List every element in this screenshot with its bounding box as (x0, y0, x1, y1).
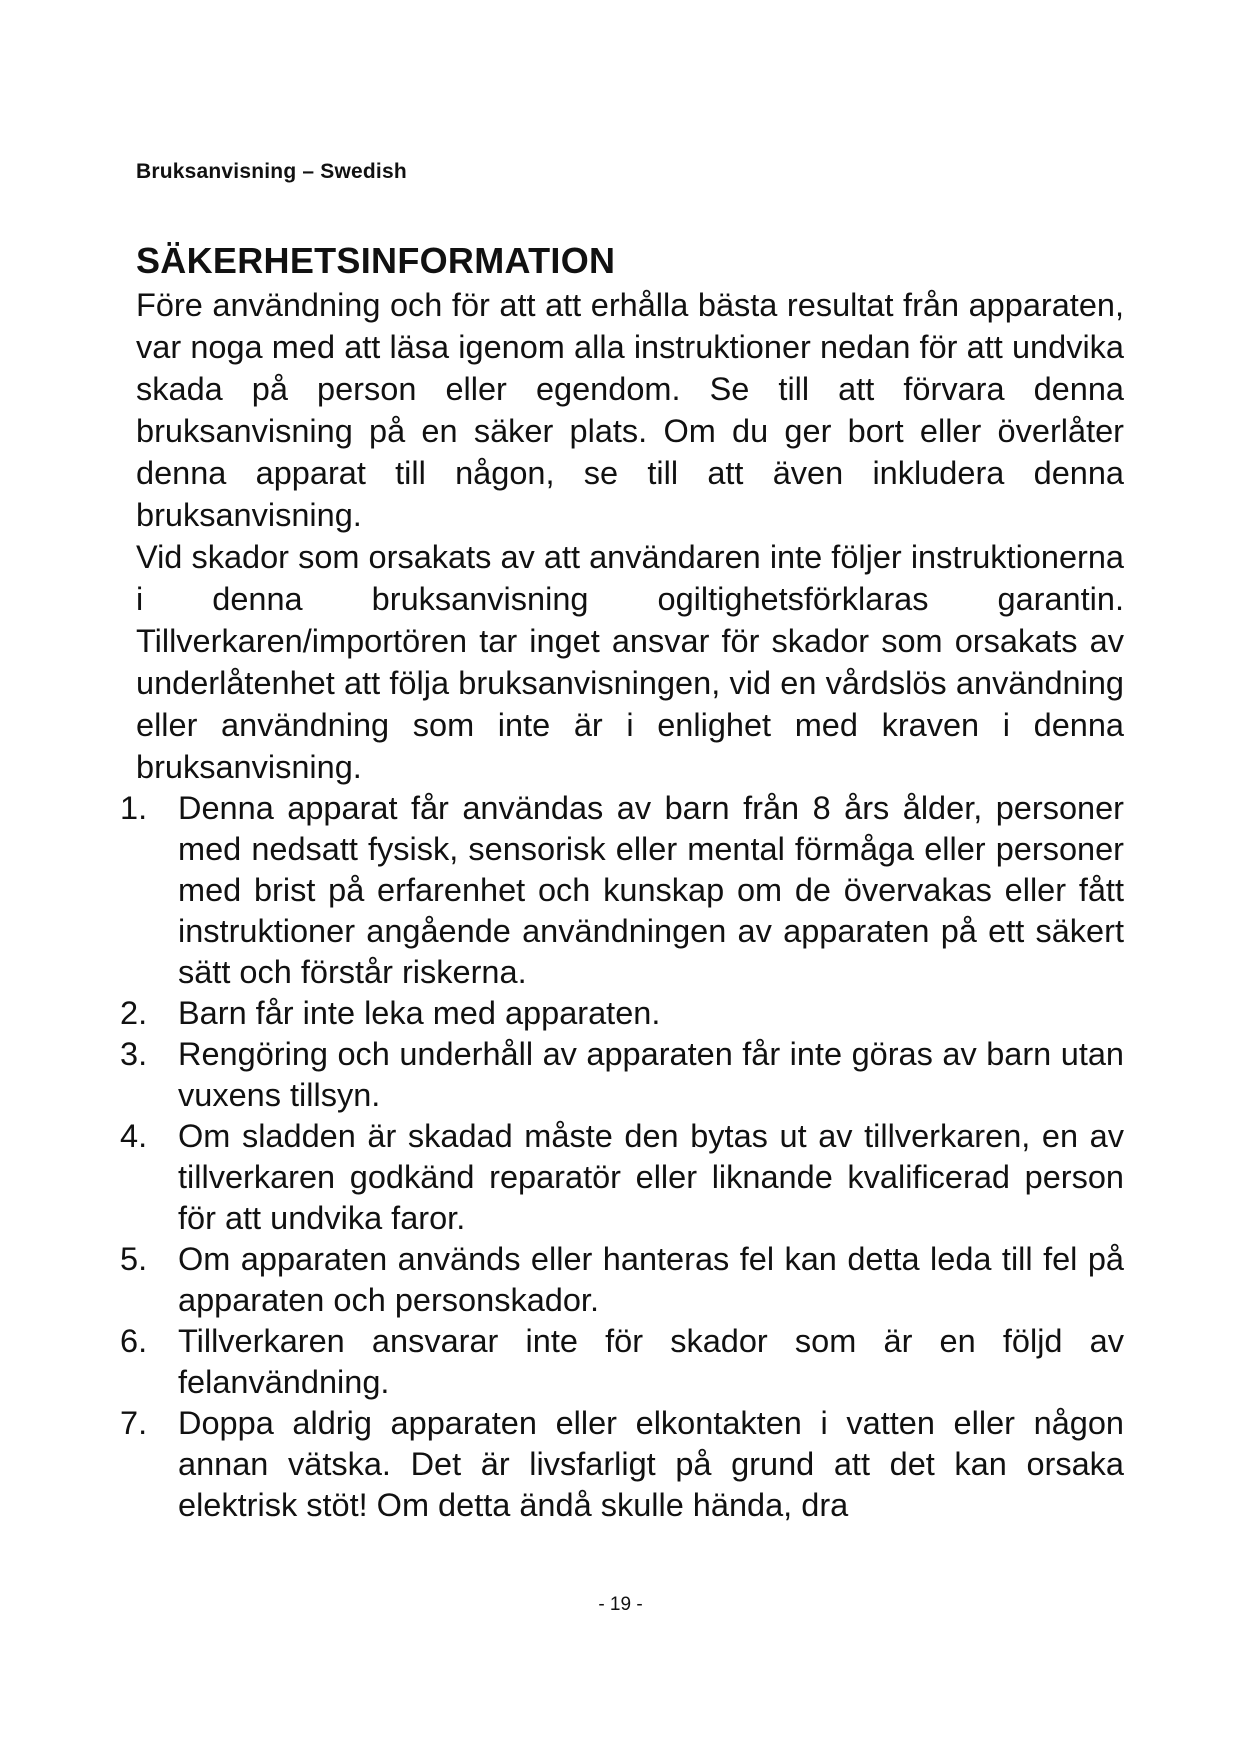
list-item (120, 1239, 1124, 1321)
main-content (120, 240, 1124, 1526)
list-item-number: 6. (120, 1323, 148, 1359)
list-item-number: 5. (120, 1241, 148, 1277)
list-item (120, 1321, 1124, 1403)
list-item-text: Denna apparat får användas av barn från 8 års ålder, personer med nedsatt fysisk, sensorisk eller mental förmåga eller personer med brist på erfarenhet och kunskap om de övervakas eller fått instruktioner angående användningen av apparaten på ett säkert sätt och förstår riskerna. (178, 790, 1124, 990)
list-item-text: Om apparaten används eller hanteras fel kan detta leda till fel på apparaten och personskador. (178, 1241, 1124, 1318)
page-number: - 19 - (598, 1594, 643, 1615)
safety-list (120, 788, 1124, 1526)
list-item-text: Om sladden är skadad måste den bytas ut av tillverkaren, en av tillverkaren godkänd reparatör eller liknande kvalificerad person för att undvika faror. (178, 1118, 1124, 1236)
list-item-number: 4. (120, 1118, 148, 1154)
list-item (120, 1034, 1124, 1116)
warranty-paragraph: Vid skador som orsakats av att användaren inte följer instruktionerna i denna bruksanvisning ogiltighetsförklaras garantin. Tillverkaren/importören tar inget ansvar för skador som orsakats av underlåtenhet att följa bruksanvisningen, vid en vårdslös användning eller användning som inte är i enlighet med kraven i denna bruksanvisning. (136, 539, 1124, 785)
list-item (120, 1403, 1124, 1526)
list-item (120, 1116, 1124, 1239)
list-item (120, 788, 1124, 993)
list-item-number: 1. (120, 790, 148, 826)
intro-paragraph: Före användning och för att att erhålla bästa resultat från apparaten, var noga med att läsa igenom alla instruktioner nedan för att undvika skada på person eller egendom. Se till att förvara denna bruksanvisning på en säker plats. Om du ger bort eller överlåter denna apparat till någon, se till att även inkludera denna bruksanvisning. (136, 287, 1124, 533)
list-item-number: 3. (120, 1036, 148, 1072)
list-item-number: 2. (120, 995, 148, 1031)
section-title: SÄKERHETSINFORMATION (136, 240, 616, 281)
list-item (120, 993, 1124, 1034)
list-item-text: Tillverkaren ansvarar inte för skador som är en följd av felanvändning. (178, 1323, 1124, 1400)
document-header: Bruksanvisning – Swedish (136, 160, 407, 183)
list-item-text: Rengöring och underhåll av apparaten får inte göras av barn utan vuxens tillsyn. (178, 1036, 1124, 1113)
list-item-text: Barn får inte leka med apparaten. (178, 995, 661, 1031)
list-item-text: Doppa aldrig apparaten eller elkontakten i vatten eller någon annan vätska. Det är livsfarligt på grund att det kan orsaka elektrisk stöt! Om detta ändå skulle hända, dra (178, 1405, 1124, 1523)
list-item-number: 7. (120, 1405, 148, 1441)
